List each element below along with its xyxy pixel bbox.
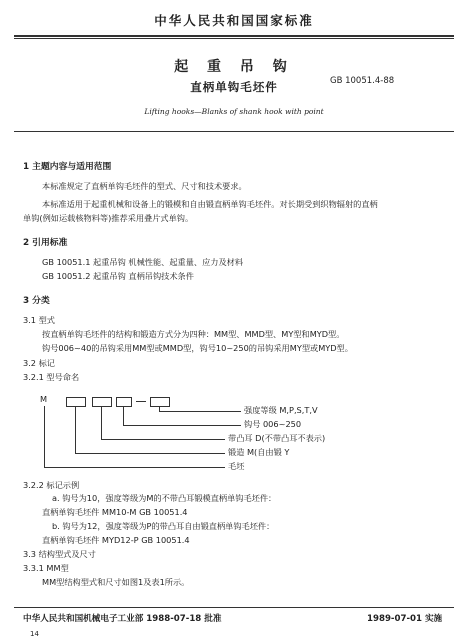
leader-h1 <box>159 411 241 412</box>
title-english: Lifting hooks—Blanks of shank hook with point <box>144 107 324 116</box>
diagram-label-lug: 带凸耳 D(不带凸耳不表示) <box>228 433 326 443</box>
leader-v3 <box>101 406 102 439</box>
standard-code: GB 10051.4-88 <box>330 76 395 86</box>
standard-header: 中华人民共和国国家标准 <box>154 13 314 28</box>
diagram-box-2 <box>92 397 112 407</box>
diagram-box-3 <box>116 397 132 407</box>
subsection-3-2-1: 3.2.1 型号命名 <box>23 372 80 382</box>
leader-h2 <box>123 425 241 426</box>
title-main: 起 重 吊 钩 <box>174 59 294 75</box>
diagram-dash <box>136 401 146 402</box>
footer-rule <box>14 607 454 608</box>
example-a: a. 钩号为10，强度等级为M的不带凸耳锻模直柄单钩毛坯件： <box>52 493 277 503</box>
leader-v2 <box>123 406 124 425</box>
section1-heading: 1 主题内容与适用范围 <box>23 162 112 172</box>
leader-h5 <box>44 467 225 468</box>
subsection-3-1: 3.1 型式 <box>23 315 55 325</box>
section1-para2a: 本标准适用于起重机械和设备上的锻模和自由锻直柄单钩毛坯件。对长期受到织物辐射的直柄 <box>42 199 378 209</box>
reference-2: GB 10051.2 起重吊钩 直柄吊钩技术条件 <box>42 271 194 281</box>
footer-approval: 中华人民共和国机械电子工业部 1988-07-18 批准 <box>23 614 222 624</box>
diagram-label-blank: 毛坯 <box>228 461 245 471</box>
diagram-label-hook-number: 钩号 006~250 <box>244 419 302 429</box>
header-rule-thin <box>14 38 454 39</box>
diagram-box-4 <box>150 397 170 407</box>
example-b: b. 钩号为12，强度等级为P的带凸耳自由锻直柄单钩毛坯件： <box>52 521 275 531</box>
example-b-mark: 直柄单钩毛坯件 MYD12-P GB 10051.4 <box>42 535 190 545</box>
section1-para1: 本标准规定了直柄单钩毛坯件的型式、尺寸和技术要求。 <box>42 181 247 191</box>
title-rule <box>14 131 454 132</box>
subsection-3-1-para2: 钩号006~40的吊钩采用MM型或MMD型，钩号10~250的吊钩采用MY型或MYD型。 <box>42 343 353 353</box>
example-a-mark: 直柄单钩毛坯件 MM10-M GB 10051.4 <box>42 507 188 517</box>
subsection-3-3: 3.3 结构型式及尺寸 <box>23 549 96 559</box>
section1-para2b: 单钩(例如运载核物料等)推荐采用叠片式单钩。 <box>23 213 194 223</box>
section3-heading: 3 分类 <box>23 296 50 306</box>
leader-h3 <box>101 439 225 440</box>
leader-h4 <box>75 453 225 454</box>
subsection-3-2-2: 3.2.2 标记示例 <box>23 480 80 490</box>
subsection-3-1-para1: 按直柄单钩毛坯件的结构和锻造方式分为四种：MM型、MMD型、MY型和MYD型。 <box>42 329 345 339</box>
reference-1: GB 10051.1 起重吊钩 机械性能、起重量、应力及材料 <box>42 257 244 267</box>
subsection-3-2: 3.2 标记 <box>23 358 55 368</box>
diagram-prefix: M <box>40 394 48 404</box>
leader-v4 <box>75 406 76 453</box>
section2-heading: 2 引用标准 <box>23 238 68 248</box>
title-sub: 直柄单钩毛坯件 <box>190 80 278 94</box>
subsection-3-3-1: 3.3.1 MM型 <box>23 563 69 573</box>
diagram-box-1 <box>66 397 86 407</box>
diagram-label-forging: 锻造 M(自由锻 Y <box>228 447 290 457</box>
footer-effective: 1989-07-01 实施 <box>367 614 443 624</box>
diagram-label-strength: 强度等级 M,P,S,T,V <box>244 405 318 415</box>
subsection-3-3-1-para: MM型结构型式和尺寸如图1及表1所示。 <box>42 577 190 587</box>
leader-v5 <box>44 406 45 467</box>
page-number: 14 <box>30 630 39 638</box>
header-rule <box>14 35 454 37</box>
